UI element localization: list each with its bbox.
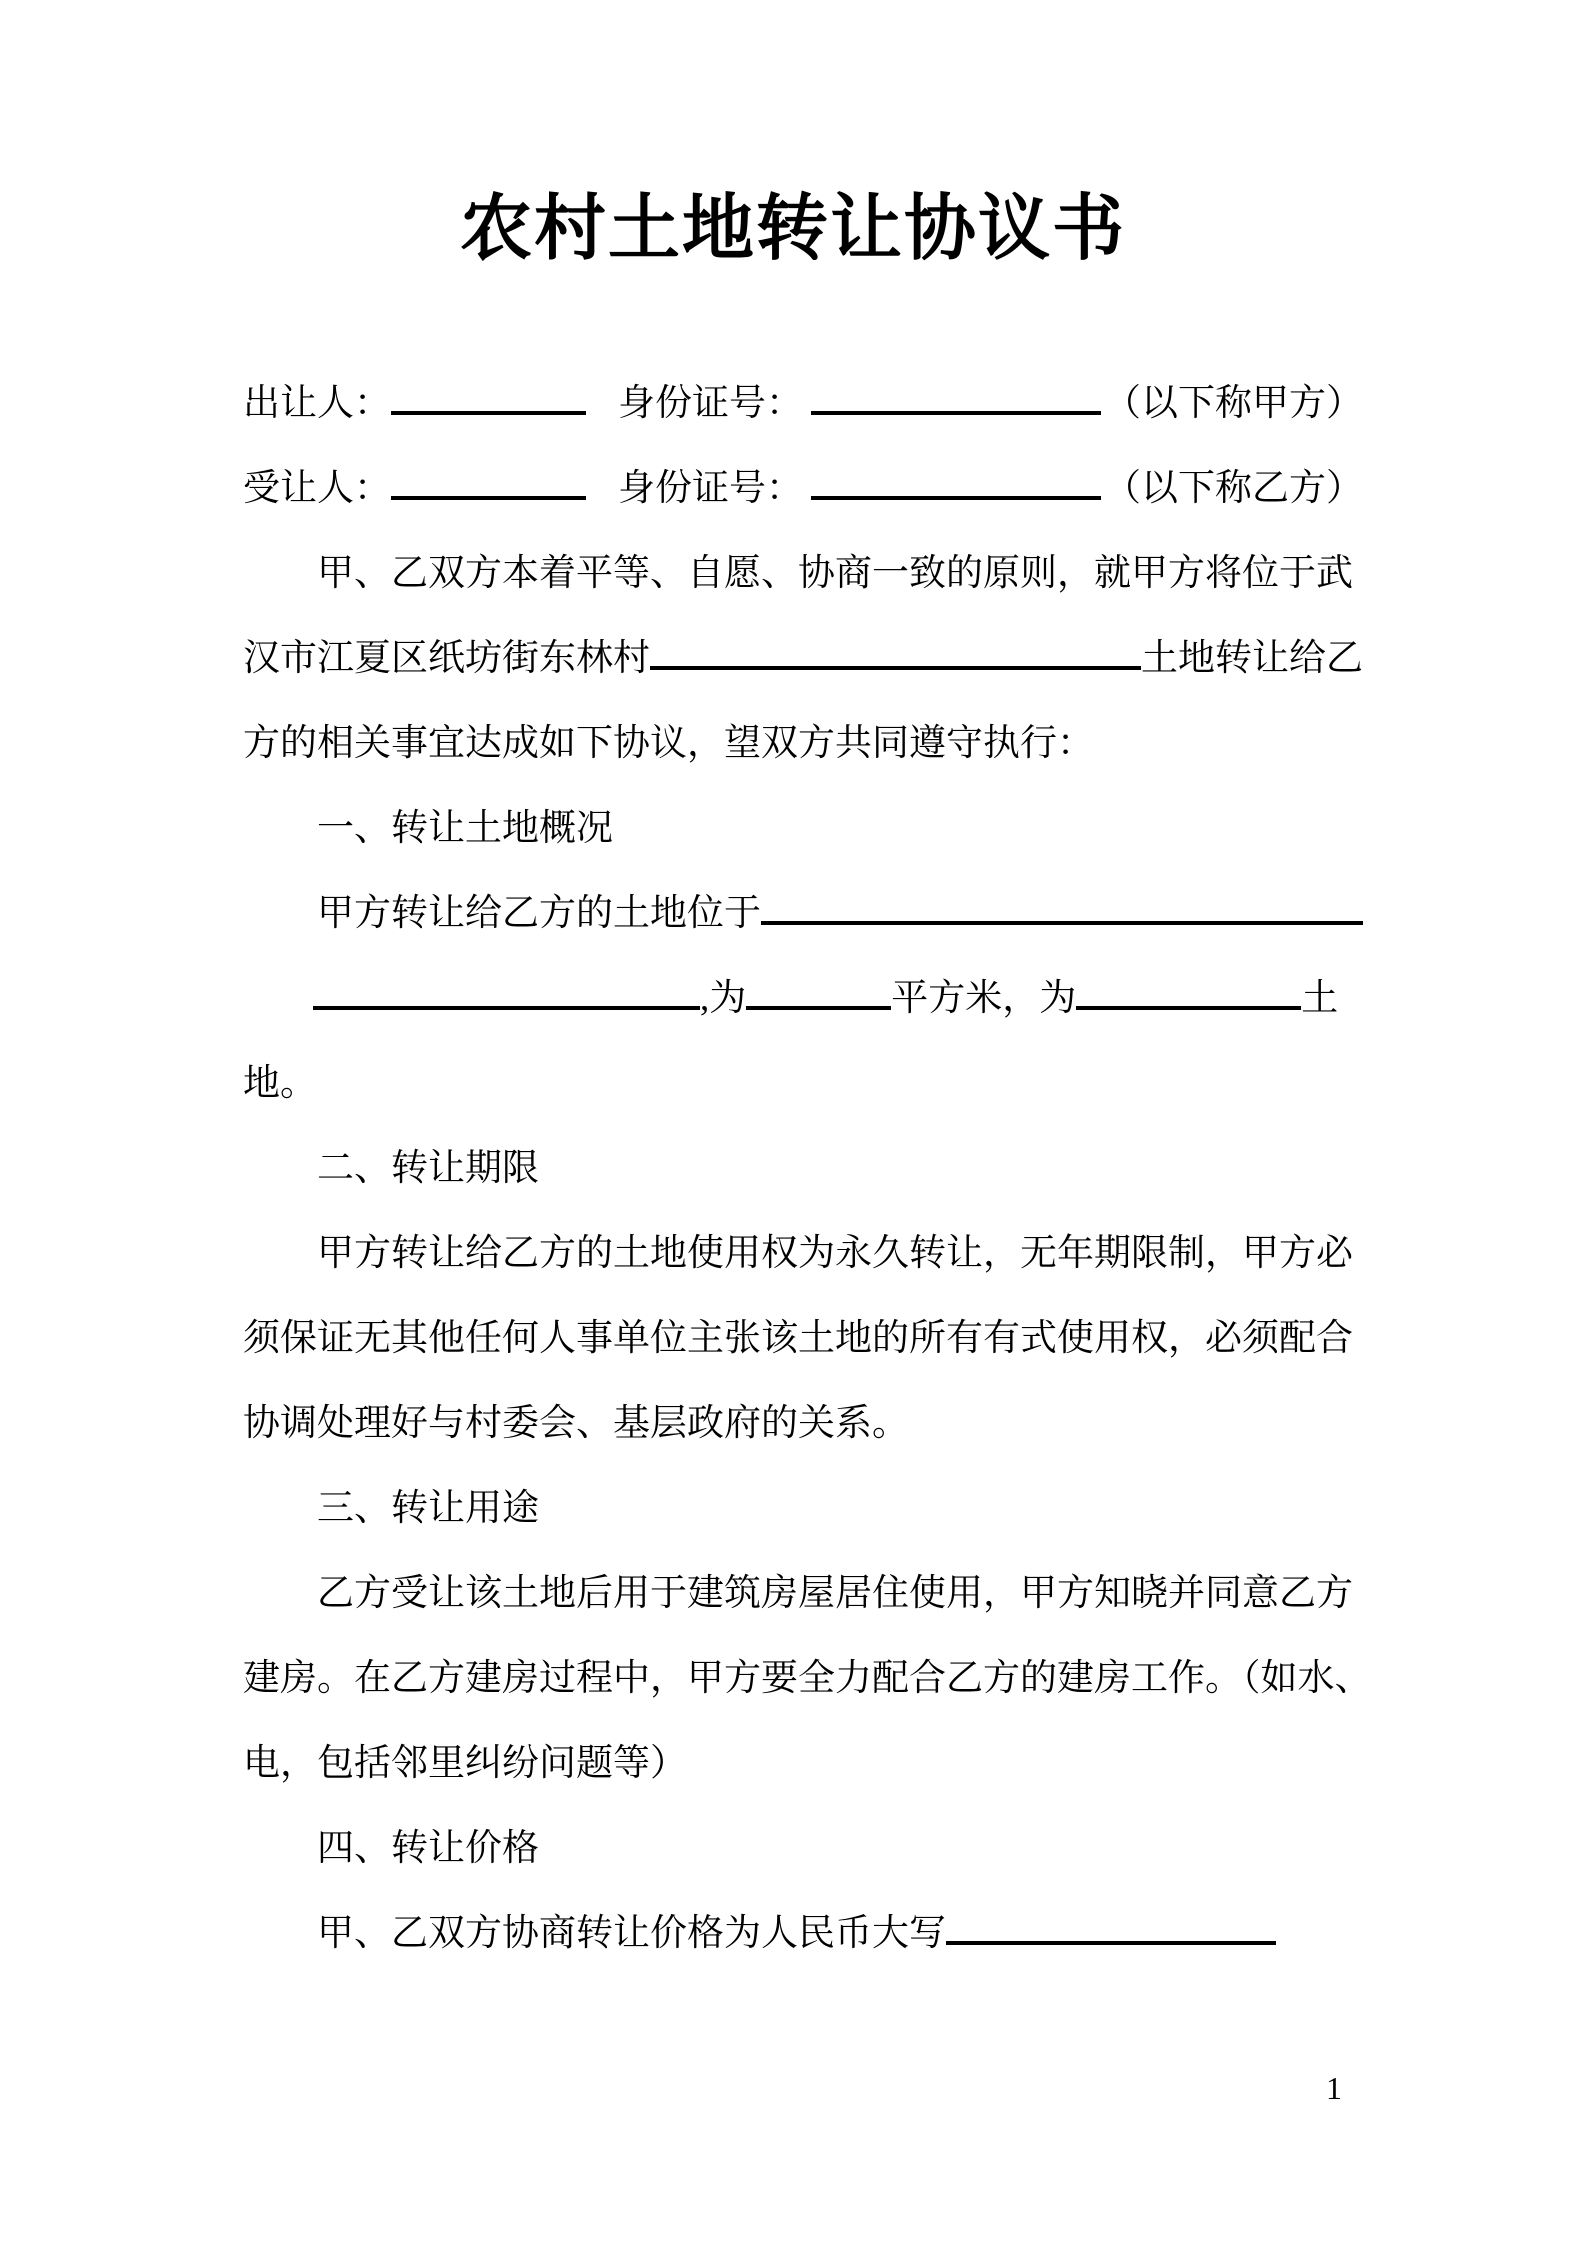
land-type-tail: 土 [1301,978,1339,1019]
transferee-label: 受让人： [243,468,391,509]
section-2-heading: 二、转让期限 [317,1148,539,1189]
transferee-alias: （以下称乙方） [1104,468,1363,509]
land-location-blank-2 [313,973,700,1010]
land-location-blank [761,888,1363,925]
preamble-line-2 [243,616,1363,701]
document-body [243,361,1372,1976]
price-blank [946,1908,1276,1945]
transferee-id-label: 身份证号： [618,468,803,509]
section-1-line-1-text: 甲方转让给乙方的土地位于 [317,893,761,934]
transferor-id-blank [811,378,1101,415]
section-4-heading: 四、转让价格 [317,1828,539,1869]
preamble-line-1: 甲、乙双方本着平等、自愿、协商一致的原则，就甲方将位于武 [317,553,1353,594]
transferor-label: 出让人： [243,383,391,424]
section-3-line-3: 电，包括邻里纠纷问题等） [243,1743,687,1784]
transferee-id-blank [811,463,1101,500]
section-1-heading: 一、转让土地概况 [317,808,613,849]
party-row-transferee [243,446,1363,531]
section-1-line-3: 地。 [243,1063,317,1104]
land-type-blank [1076,973,1301,1010]
transferor-id-label: 身份证号： [618,383,803,424]
area-label: ,为 [700,978,747,1019]
section-2-line-2: 须保证无其他任何人事单位主张该土地的所有有式使用权，必须配合 [243,1318,1353,1359]
section-3-line-1: 乙方受让该土地后用于建筑房屋居住使用，甲方知晓并同意乙方 [317,1573,1353,1614]
section-3-heading: 三、转让用途 [317,1488,539,1529]
section-1-line-1 [243,871,1363,956]
preamble-line-2-text: 汉市江夏区纸坊街东林村 [243,638,650,679]
section-2-line-3: 协调处理好与村委会、基层政府的关系。 [243,1403,909,1444]
transferor-alias: （以下称甲方） [1104,383,1363,424]
transferor-name-blank [391,378,586,415]
area-blank [746,973,891,1010]
preamble-line-3: 方的相关事宜达成如下协议，望双方共同遵守执行： [243,723,1094,764]
area-unit-label: 平方米，为 [891,978,1077,1019]
section-4-line-1-text: 甲、乙双方协商转让价格为人民币大写 [317,1913,946,1954]
section-4-line-1 [243,1891,1363,1976]
transferee-name-blank [391,463,586,500]
section-3-line-2: 建房。在乙方建房过程中，甲方要全力配合乙方的建房工作。（如水、 [243,1658,1372,1699]
party-row-transferor [243,361,1363,446]
village-location-blank [650,633,1141,670]
page-number: 1 [1326,2070,1342,2106]
section-1-line-2 [243,956,1363,1041]
section-2-line-1: 甲方转让给乙方的土地使用权为永久转让，无年期限制，甲方必 [317,1233,1353,1274]
preamble-line-2-tail: 土地转让给乙 [1141,638,1363,679]
document-title: 农村土地转让协议书 [459,189,1126,269]
